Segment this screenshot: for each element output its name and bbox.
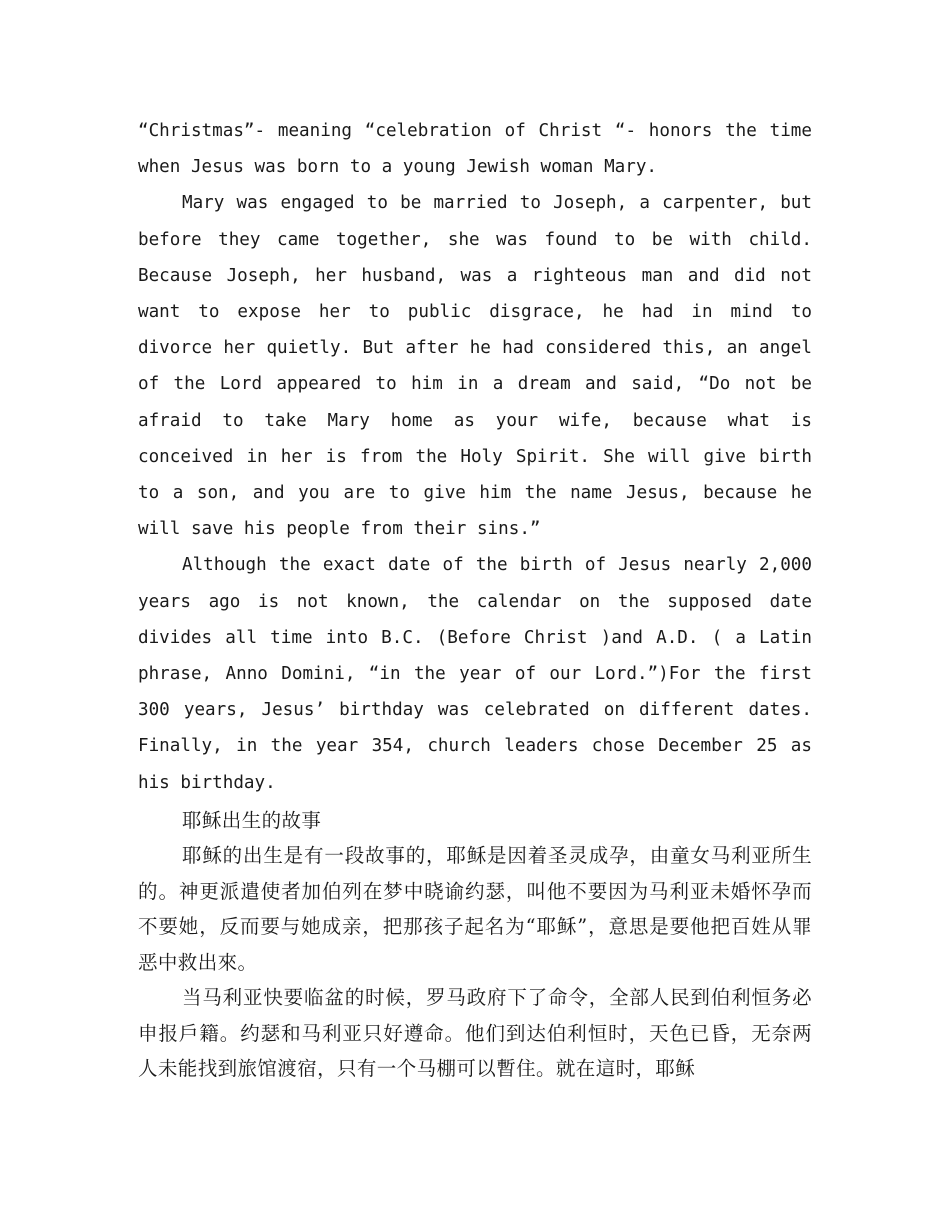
paragraph-birth-date: Although the exact date of the birth of Jesus nearly 2,000 years ago is not known, the calendar on the supposed date divides all time into B.C. (Before Christ )and A.D. ( a Latin phrase, Anno Domini, “in the year of our Lord.”)For the first 300 years, Jesus’ birthday was celebrated on different dates. Finally, in the year 354, church leaders chose December 25 as his birthday. xyxy=(138,555,812,793)
paragraph-zh-story: 耶稣的出生是有一段故事的，耶稣是因着圣灵成孕，由童女马利亚所生的。神更派遣使者加伯列在梦中晓谕约瑟，叫他不要因为马利亚未婚怀孕而不要她，反而要与她成亲，把那孩子起名为“耶稣”，意思是要他把百姓从罪恶中救出來。 xyxy=(138,844,812,974)
section-heading: 耶稣出生的故事 xyxy=(182,808,322,832)
paragraph-zh-bethlehem: 当马利亚快要临盆的时候，罗马政府下了命令，全部人民到伯利恒务必申报戶籍。约瑟和马利亚只好遵命。他们到达伯利恒时，天色已昏，无奈两人未能找到旅馆渡宿，只有一个马棚可以暫住。就在這时，耶稣 xyxy=(138,986,812,1081)
document-body xyxy=(138,113,812,1087)
paragraph-christmas-meaning: “Christmas”- meaning “celebration of Christ “- honors the time when Jesus was born to a young Jewish woman Mary. xyxy=(138,121,812,178)
paragraph-mary-joseph: Mary was engaged to be married to Joseph, a carpenter, but before they came together, she was found to be with child. Because Joseph, her husband, was a righteous man and did not want to expose her to public disgrace, he had in mind to divorce her quietly. But after he had considered this, an angel of the Lord appeared to him in a dream and said, “Do not be afraid to take Mary home as your wife, because what is conceived in her is from the Holy Spirit. She will give birth to a son, and you are to give him the name Jesus, because he will save his people from their sins.” xyxy=(138,193,812,540)
